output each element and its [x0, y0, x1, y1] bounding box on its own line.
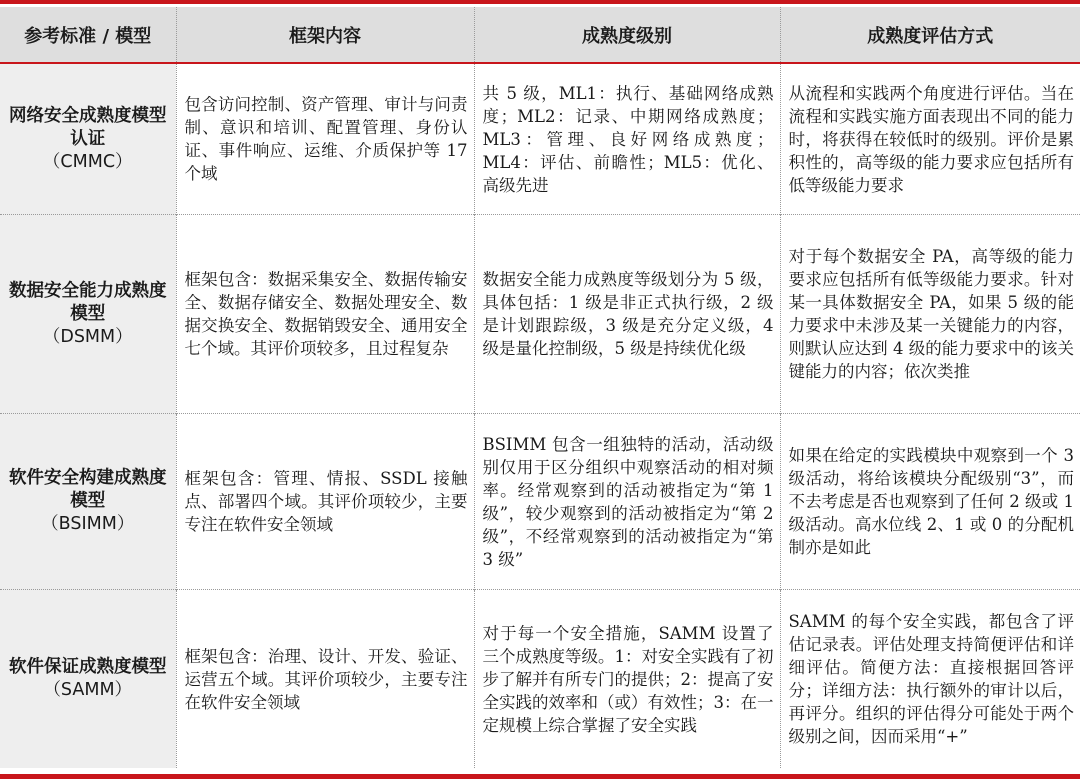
header-maturity-level: 成熟度级别 [474, 7, 780, 63]
model-abbreviation: （BSIMM） [41, 514, 135, 534]
model-name-cell [0, 590, 176, 769]
header-framework-content: 框架内容 [176, 7, 474, 63]
framework-cell: 框架包含：管理、情报、SSDL 接触点、部署四个域。其评价项较少，主要专注在软件安全领域 [176, 414, 474, 590]
model-name-cell [0, 215, 176, 414]
maturity-model-comparison-table [0, 7, 1080, 768]
model-name: 数据安全能力成熟度模型 [9, 280, 167, 324]
model-name: 软件保证成熟度模型 [9, 657, 167, 677]
levels-cell: 共 5 级，ML1：执行、基础网络成熟度；ML2：记录、中期网络成熟度；ML3：管理、良好网络成熟度；ML4：评估、前瞻性；ML5：优化、高级先进 [474, 63, 780, 215]
assessment-cell: SAMM 的每个安全实践，都包含了评估记录表。评估处理支持简便评估和详细评估。简便方法：直接根据回答评分；详细方法：执行额外的审计以后，再评分。组织的评估得分可能处于两个级别之间，因而采用“+” [780, 590, 1080, 769]
assessment-cell: 如果在给定的实践模块中观察到一个 3 级活动，将给该模块分配级别“3”，而不去考虑是否也观察到了任何 2 级或 1 级活动。高水位线 2、1 或 0 的分配机制亦是如此 [780, 414, 1080, 590]
model-name-cell [0, 63, 176, 215]
levels-cell: 数据安全能力成熟度等级划分为 5 级，具体包括：1 级是非正式执行级，2 级是计划跟踪级，3 级是充分定义级，4 级是量化控制级，5 级是持续优化级 [474, 215, 780, 414]
model-abbreviation: （DSMM） [42, 326, 133, 347]
table-row-samm [0, 590, 1080, 769]
header-standard-model: 参考标准 / 模型 [0, 7, 176, 63]
header-row [0, 7, 1080, 63]
table-row-cmmc [0, 63, 1080, 215]
framework-cell: 包含访问控制、资产管理、审计与问责制、意识和培训、配置管理、身份认证、事件响应、运维、介质保护等 17 个域 [176, 63, 474, 215]
model-name: 网络安全成熟度模型认证 [9, 105, 167, 149]
bottom-red-rule [0, 774, 1080, 779]
model-name-cell [0, 414, 176, 590]
assessment-cell: 从流程和实践两个角度进行评估。当在流程和实践实施方面表现出不同的能力时，将获得在较低时的级别。评价是累积性的，高等级的能力要求应包括所有低等级能力要求 [780, 63, 1080, 215]
table-row-dsmm [0, 215, 1080, 414]
table-row-bsimm [0, 414, 1080, 590]
framework-cell: 框架包含：数据采集安全、数据传输安全、数据存储安全、数据处理安全、数据交换安全、数据销毁安全、通用安全七个域。其评价项较多，且过程复杂 [176, 215, 474, 414]
model-abbreviation: （SAMM） [43, 680, 133, 700]
model-name: 软件安全构建成熟度模型 [9, 468, 167, 511]
assessment-cell: 对于每个数据安全 PA，高等级的能力要求应包括所有低等级能力要求。针对某一具体数据安全 PA，如果 5 级的能力要求中未涉及某一关键能力的内容，则默认应达到 4 级的能力要求中的该关键能力的内容；依次类推 [780, 215, 1080, 414]
levels-cell: BSIMM 包含一组独特的活动，活动级别仅用于区分组织中观察活动的相对频率。经常观察到的活动被指定为“第 1 级”，较少观察到的活动被指定为“第 2 级”，不经常观察到的活动被指定为“第 3 级” [474, 414, 780, 590]
top-red-rule [0, 0, 1080, 4]
model-abbreviation: （CMMC） [42, 151, 133, 172]
levels-cell: 对于每一个安全措施，SAMM 设置了三个成熟度等级。1：对安全实践有了初步了解并有所专门的提供；2：提高了安全实践的效率和（或）有效性；3：在一定规模上综合掌握了安全实践 [474, 590, 780, 769]
framework-cell: 框架包含：治理、设计、开发、验证、运营五个域。其评价项较少，主要专注在软件安全领域 [176, 590, 474, 769]
header-assessment-method: 成熟度评估方式 [780, 7, 1080, 63]
